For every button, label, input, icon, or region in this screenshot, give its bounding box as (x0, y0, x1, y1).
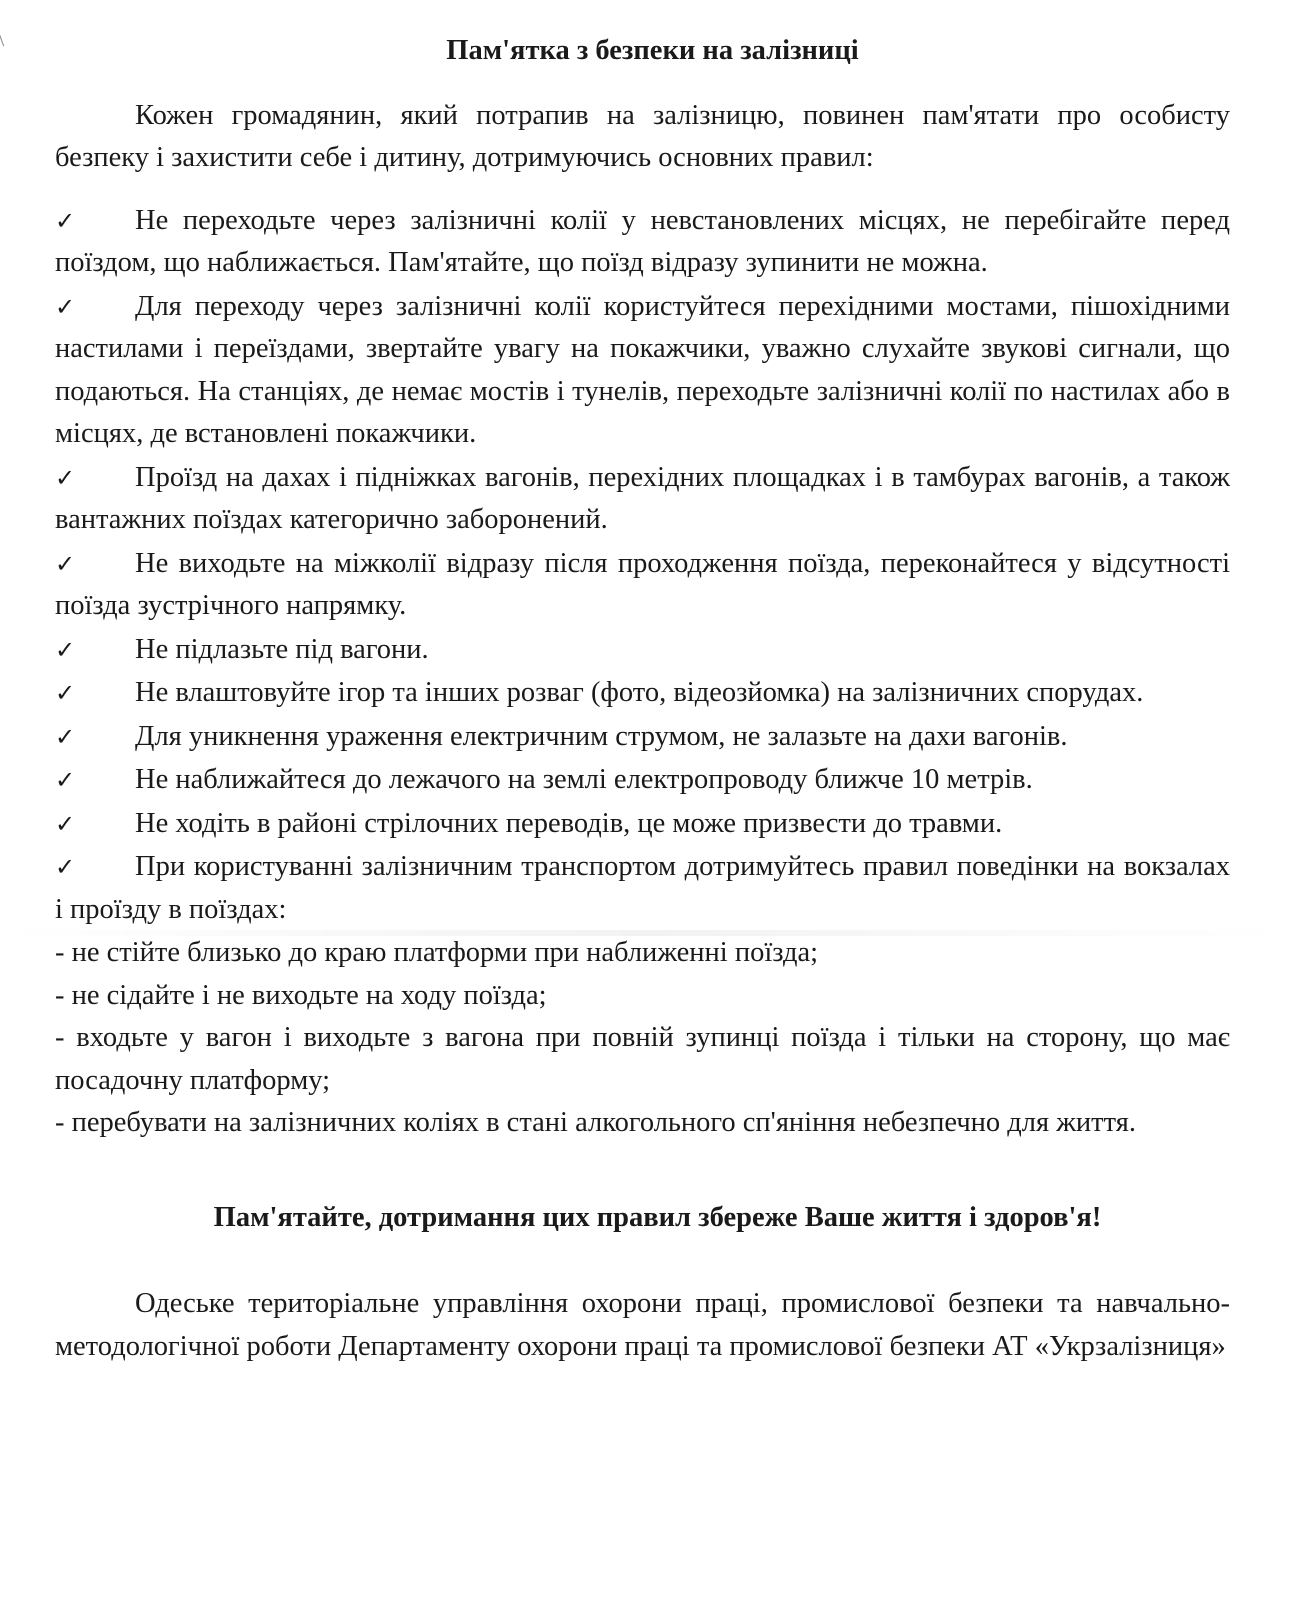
rule-item (55, 457, 1230, 542)
rule-text: Не влаштовуйте ігор та інших розваг (фото, відеозйомка) на залізничних спорудах. (135, 677, 1144, 708)
rule-text: Для переходу через залізничні колії користуйтеся перехідними мостами, пішохідними настилами і переїздами, звертайте увагу на покажчики, уважно слухайте звукові сигнали, що подаються. На станціях, де немає мостів і тунелів, переходьте залізничні колії по настилах або в місцях, де встановлені покажчики. (55, 290, 1230, 449)
rule-item (55, 846, 1230, 931)
checkmark-icon: ✓ (55, 853, 76, 881)
checkmark-icon: ✓ (55, 722, 76, 751)
rule-text: Не наближайтеся до лежачого на землі електропроводу ближче 10 метрів. (135, 764, 1033, 795)
rule-item (55, 286, 1230, 456)
scan-artifact (0, 28, 8, 47)
sub-item: - входьте у вагон і виходьте з вагона при повній зупинці поїзда і тільки на сторону, що має посадочну платформу; (55, 1022, 1230, 1096)
checkmark-icon: ✓ (55, 809, 76, 838)
rule-text: Не переходьте через залізничні колії у невстановлених місцях, не перебігайте перед поїздом, що наближається. Пам'ятайте, що поїзд відразу зупинити не можна. (55, 204, 1230, 278)
document-page (55, 30, 1230, 1368)
signature-block: Одеське територіальне управління охорони праці, промислової безпеки та навчально-методологічної роботи Департаменту охорони праці та промислової безпеки АТ «Укрзалізниця» (55, 1288, 1230, 1362)
checkmark-icon: ✓ (55, 635, 76, 664)
rule-item (55, 543, 1230, 628)
rule-item (55, 803, 1230, 846)
rule-item (55, 629, 1230, 672)
rule-text: Не підлазьте під вагони. (135, 633, 429, 665)
rule-text: Для уникнення ураження електричним струмом, не залазьте на дахи вагонів. (135, 720, 1068, 752)
checkmark-icon: ✓ (55, 292, 76, 321)
checkmark-icon: ✓ (55, 463, 76, 492)
document-title: Пам'ятка з безпеки на залізниці (446, 35, 859, 66)
rule-text: Не ходіть в районі стрілочних переводів, це може призвести до травми. (135, 807, 1003, 839)
sub-item: - не сідайте і не виходьте на ходу поїзда; (55, 979, 547, 1011)
rule-item (55, 672, 1230, 715)
intro-paragraph: Кожен громадянин, який потрапив на залізницю, повинен пам'ятати про особисту безпеку і захистити себе і дитину, дотримуючись основних правил: (55, 99, 1230, 173)
checkmark-icon: ✓ (55, 549, 76, 578)
closing-statement: Пам'ятайте, дотримання цих правил збереже Ваше життя і здоров'я! (213, 1201, 1102, 1233)
rule-text: При користуванні залізничним транспортом дотримуйтесь правил поведінки на вокзалах і проїзду в поїздах: (55, 851, 1230, 925)
checkmark-icon: ✓ (55, 766, 76, 794)
checkmark-icon: ✓ (55, 206, 76, 235)
rules-list (55, 200, 1230, 932)
rule-item (55, 716, 1230, 759)
rule-text: Не виходьте на міжколії відразу після проходження поїзда, переконайтеся у відсутності поїзда зустрічного напрямку. (55, 547, 1230, 621)
sub-item: - не стійте близько до краю платформи при наближенні поїзда; (55, 937, 819, 968)
rule-item (55, 200, 1230, 285)
rule-item (55, 759, 1230, 802)
rule-text: Проїзд на дахах і підніжках вагонів, перехідних площадках і в тамбурах вагонів, а також вантажних поїздах категорично заборонений. (55, 461, 1230, 535)
checkmark-icon: ✓ (55, 679, 76, 707)
sub-item: - перебувати на залізничних коліях в стані алкогольного сп'яніння небезпечно для життя. (55, 1107, 1136, 1138)
